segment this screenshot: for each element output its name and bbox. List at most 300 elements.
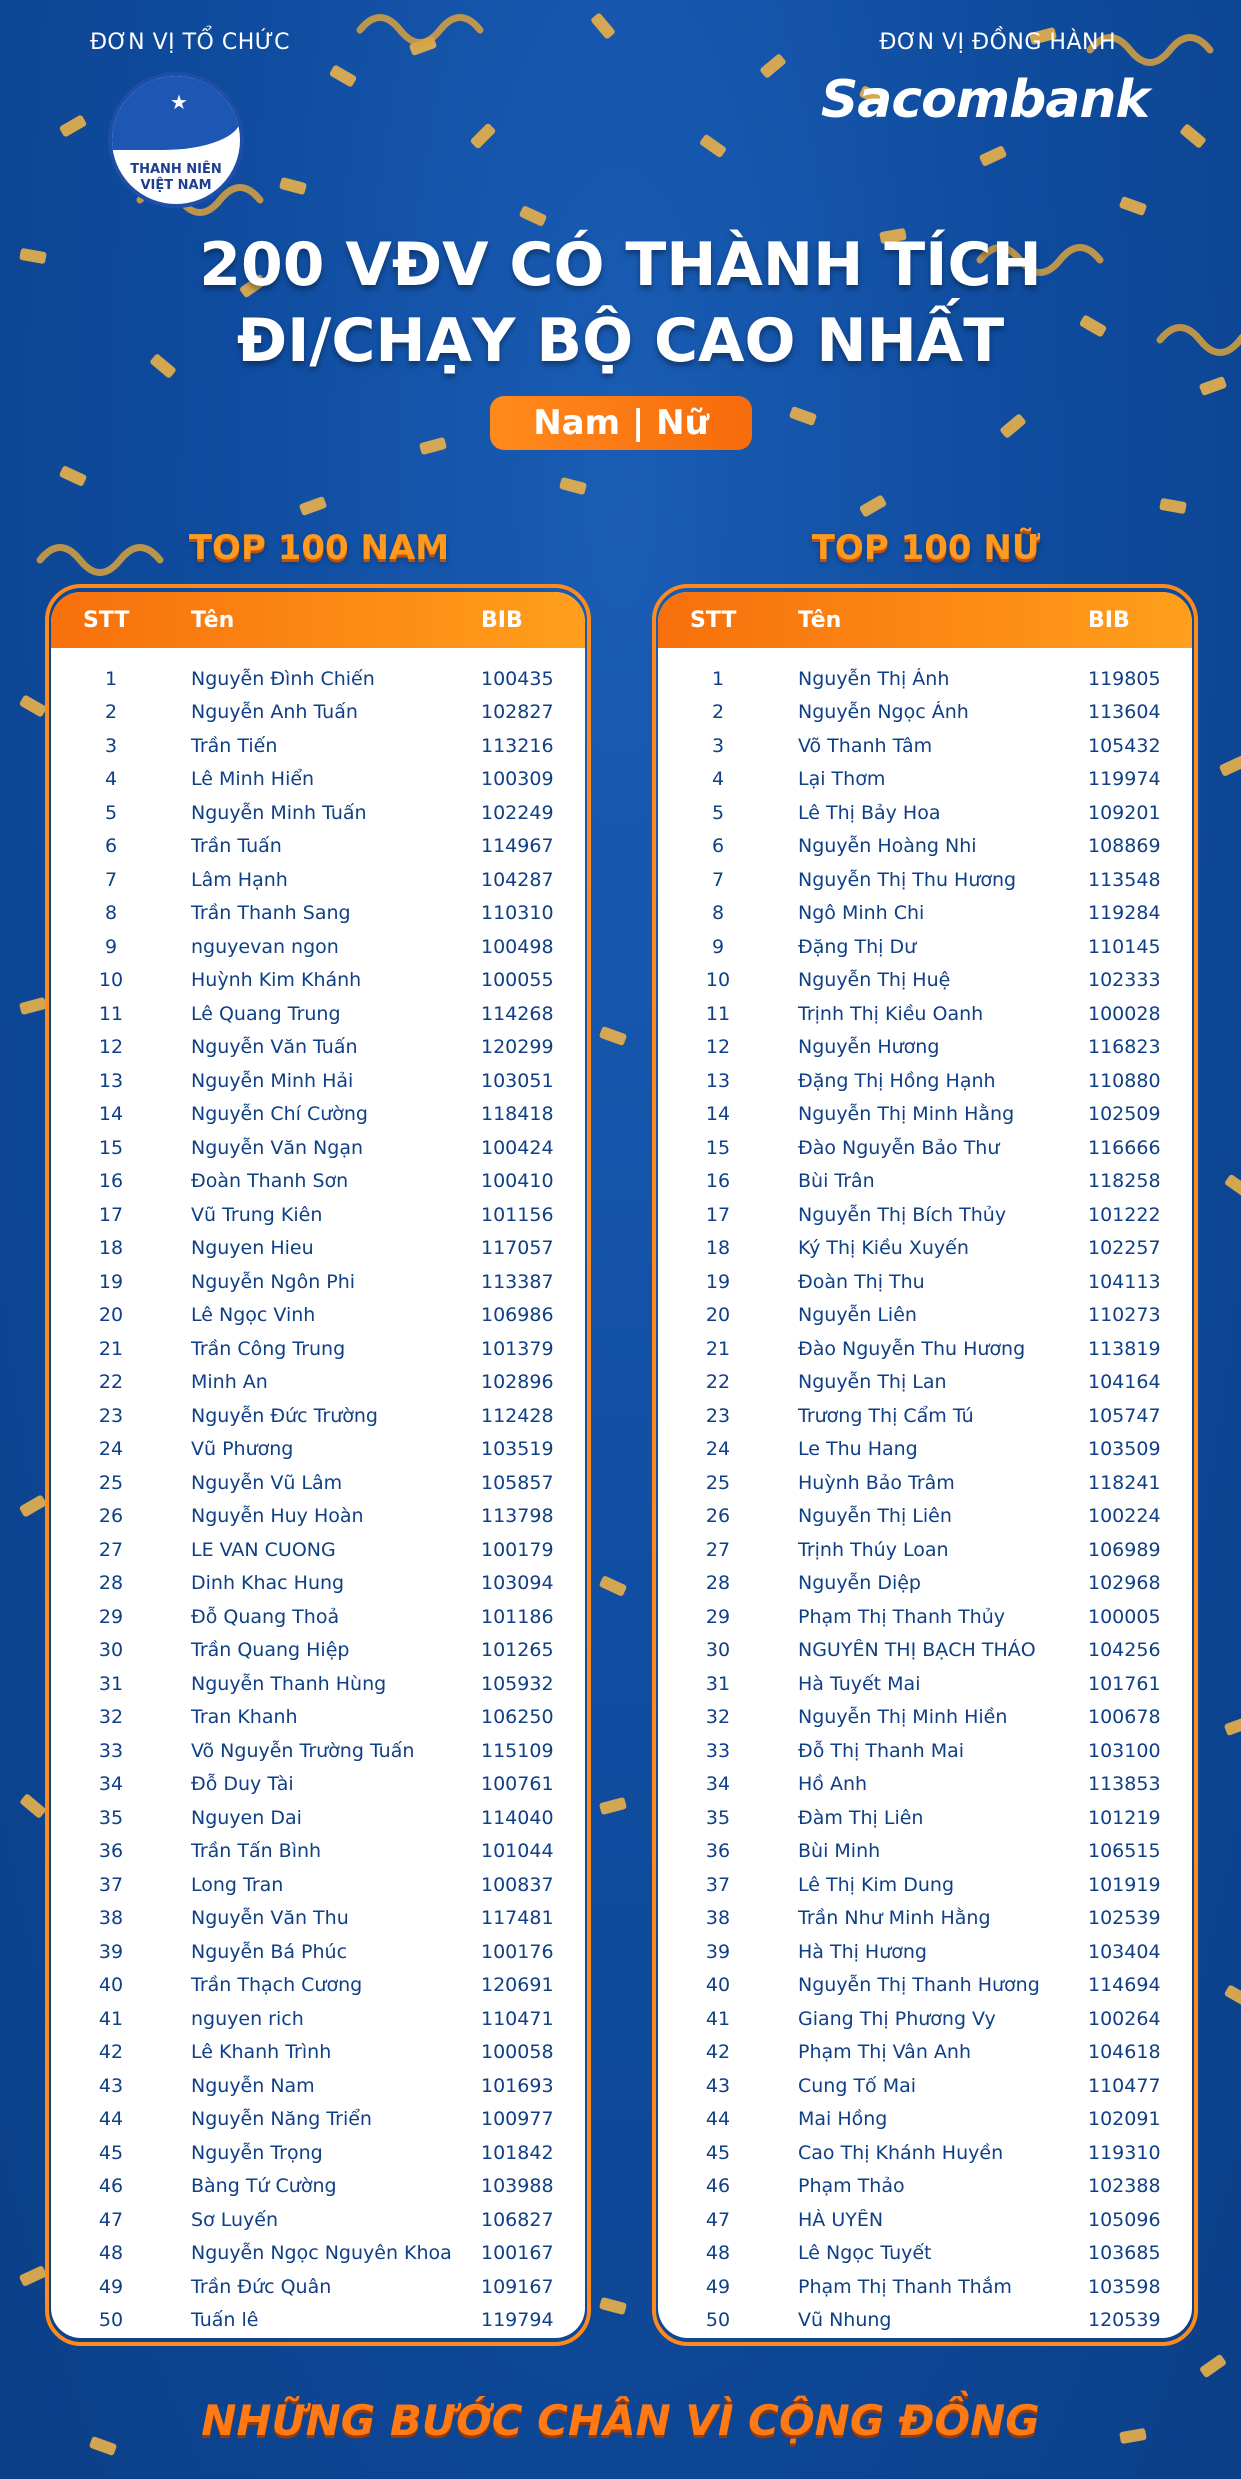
row-bib: 106827 [481,2208,554,2231]
row-stt: 33 [98,1739,124,1762]
table-row [658,1801,1192,1835]
row-bib: 103404 [1088,1940,1161,1963]
row-name: Mai Hồng [798,2108,888,2131]
table-row [658,729,1192,763]
row-stt: 7 [104,868,118,891]
row-name: Trịnh Thúy Loan [798,1538,949,1561]
table-header [658,592,1192,648]
table-row [658,997,1192,1031]
row-stt: 31 [98,1672,124,1695]
row-stt: 28 [705,1572,731,1595]
table-row [658,1835,1192,1869]
row-stt: 31 [705,1672,731,1695]
row-bib: 106515 [1088,1840,1161,1863]
row-bib: 103988 [481,2175,554,2198]
row-bib: 101222 [1088,1203,1161,1226]
row-bib: 101842 [481,2141,554,2164]
row-name: Trần Công Trung [191,1337,346,1360]
table-row [51,1466,585,1500]
row-stt: 21 [98,1337,124,1360]
header-name: Tên [798,607,842,633]
table-row [658,2103,1192,2137]
row-stt: 46 [705,2175,731,2198]
table-row [51,1165,585,1199]
star-icon: ★ [170,92,188,114]
table-row [51,696,585,730]
row-name: Nguyễn Minh Tuấn [191,801,367,824]
row-name: Trần Tuấn [191,835,282,858]
row-stt: 7 [711,868,725,891]
row-name: Bùi Trân [798,1170,875,1193]
row-stt: 3 [104,734,118,757]
table-row [658,2069,1192,2103]
row-bib: 113819 [1088,1337,1161,1360]
row-name: Trần Quang Hiệp [191,1639,350,1662]
table-row [51,1969,585,2003]
row-bib: 109167 [481,2275,554,2298]
row-stt: 25 [705,1471,731,1494]
table-row [658,1064,1192,1098]
row-stt: 8 [711,902,725,925]
row-name: Trần Tấn Bình [191,1840,322,1863]
table-row [658,1634,1192,1668]
row-bib: 100678 [1088,1706,1161,1729]
row-bib: 106986 [481,1304,554,1327]
row-stt: 33 [705,1739,731,1762]
row-name: Nguyễn Văn Thu [191,1907,349,1930]
row-stt: 16 [98,1170,124,1193]
row-name: Hà Thị Hương [798,1940,927,1963]
row-stt: 4 [711,768,725,791]
table-row [658,2270,1192,2304]
table-row [658,763,1192,797]
table-row [51,2170,585,2204]
row-name: Đoàn Thanh Sơn [191,1170,349,1193]
men-ranking-table [51,592,585,2338]
row-bib: 100224 [1088,1505,1161,1528]
row-name: Nguyễn Văn Tuấn [191,1036,358,1059]
row-stt: 14 [98,1103,124,1126]
table-row [658,1734,1192,1768]
row-name: Ngô Minh Chi [798,902,925,925]
row-name: Đỗ Duy Tài [191,1773,294,1796]
table-row [51,997,585,1031]
row-name: Nguyễn Hoàng Nhi [798,835,977,858]
table-row [658,2203,1192,2237]
table-row [658,1031,1192,1065]
row-bib: 105747 [1088,1404,1161,1427]
row-stt: 38 [705,1907,731,1930]
row-stt: 47 [705,2208,731,2231]
organizer-label: ĐƠN VỊ TỔ CHỨC [90,30,291,55]
row-name: Vũ Nhung [798,2309,892,2332]
row-stt: 2 [711,701,725,724]
row-stt: 27 [705,1538,731,1561]
table-row [658,1969,1192,2003]
page-title-line2: ĐI/CHẠY BỘ CAO NHẤT [236,306,1005,376]
table-row [658,1433,1192,1467]
table-row [658,662,1192,696]
row-stt: 17 [705,1203,731,1226]
header-stt: STT [83,607,130,633]
row-name: Tuấn lê [191,2309,259,2332]
row-stt: 21 [705,1337,731,1360]
row-bib: 117481 [481,1907,554,1930]
table-row [51,763,585,797]
table-row [51,1500,585,1534]
table-row [658,1098,1192,1132]
table-row [51,1868,585,1902]
row-name: Bùi Minh [798,1840,881,1863]
row-bib: 104287 [481,868,554,891]
row-name: Nguyễn Diệp [798,1572,921,1595]
row-bib: 100435 [481,667,554,690]
row-bib: 105932 [481,1672,554,1695]
row-bib: 120299 [481,1036,554,1059]
row-bib: 102388 [1088,2175,1161,2198]
row-bib: 114967 [481,835,554,858]
header-name: Tên [191,607,235,633]
row-bib: 104256 [1088,1639,1161,1662]
row-name: Đỗ Thị Thanh Mai [798,1739,965,1762]
row-stt: 12 [705,1036,731,1059]
partner-label: ĐƠN VỊ ĐỒNG HÀNH [879,30,1116,55]
row-bib: 100498 [481,935,554,958]
row-bib: 116666 [1088,1136,1161,1159]
table-row [658,1299,1192,1333]
row-stt: 38 [98,1907,124,1930]
row-name: Võ Nguyễn Trường Tuấn [191,1739,415,1762]
row-stt: 25 [98,1471,124,1494]
row-name: Hà Tuyết Mai [798,1672,921,1695]
row-name: Nguyễn Văn Ngạn [191,1136,364,1159]
row-name: Lại Thơm [798,768,886,791]
row-stt: 32 [98,1706,124,1729]
row-bib: 100028 [1088,1002,1161,1025]
row-stt: 37 [98,1873,124,1896]
row-name: Nguyễn Thị Huệ [798,969,951,992]
table-row [658,1667,1192,1701]
row-bib: 102539 [1088,1907,1161,1930]
row-stt: 24 [705,1438,731,1461]
table-row [51,2237,585,2271]
table-row [658,897,1192,931]
table-row [51,1734,585,1768]
table-row [658,1500,1192,1534]
row-name: Phạm Thị Thanh Thắm [798,2275,1012,2298]
row-name: Trần Đức Quân [191,2275,332,2298]
row-stt: 50 [98,2309,124,2332]
table-row [51,2103,585,2137]
table-row [658,1935,1192,1969]
table-row [51,796,585,830]
row-bib: 117057 [481,1237,554,1260]
row-bib: 100761 [481,1773,554,1796]
row-bib: 100179 [481,1538,554,1561]
table-row [51,1935,585,1969]
row-name: Nguyễn Bá Phúc [191,1940,348,1963]
row-stt: 37 [705,1873,731,1896]
table-row [658,2136,1192,2170]
table-row [51,1399,585,1433]
table-row [51,1634,585,1668]
table-row [51,1667,585,1701]
row-stt: 40 [98,1974,124,1997]
row-bib: 113853 [1088,1773,1161,1796]
row-bib: 115109 [481,1739,554,1762]
logo-text-line2: VIỆT NAM [140,178,212,193]
row-name: Nguyễn Năng Triển [191,2108,372,2131]
table-row [658,2002,1192,2036]
row-name: Cung Tố Mai [798,2074,917,2097]
row-bib: 100167 [481,2242,554,2265]
table-row [658,1265,1192,1299]
row-bib: 119284 [1088,902,1161,925]
row-name: Ký Thị Kiều Xuyến [798,1237,969,1260]
row-stt: 44 [98,2108,124,2131]
row-bib: 110273 [1088,1304,1161,1327]
table-row [658,830,1192,864]
row-bib: 100058 [481,2041,554,2064]
row-name: Nguyễn Trọng [191,2141,323,2164]
row-stt: 43 [98,2074,124,2097]
row-stt: 29 [705,1605,731,1628]
table-row [51,2036,585,2070]
row-bib: 100424 [481,1136,554,1159]
row-bib: 101693 [481,2074,554,2097]
table-row [51,2136,585,2170]
row-bib: 110477 [1088,2074,1161,2097]
table-row [51,1265,585,1299]
table-row [658,2304,1192,2338]
row-name: Đỗ Quang Thoả [191,1605,340,1628]
row-stt: 1 [104,667,118,690]
row-name: Đào Nguyễn Thu Hương [798,1337,1026,1360]
sacombank-logo: Sacombank [820,70,1149,130]
row-name: Nguyễn Thị Lan [798,1371,947,1394]
row-name: Nguyễn Nam [191,2074,315,2097]
row-name: Tran Khanh [191,1706,298,1729]
row-name: Nguyễn Đình Chiến [191,667,375,690]
thanh-nien-viet-nam-logo [108,72,244,208]
row-name: Lâm Hạnh [191,868,288,891]
row-bib: 103051 [481,1069,554,1092]
table-row [658,1600,1192,1634]
row-stt: 12 [98,1036,124,1059]
row-bib: 101919 [1088,1873,1161,1896]
row-name: Huỳnh Bảo Trâm [798,1471,955,1494]
table-row [51,897,585,931]
table-row [51,964,585,998]
row-bib: 100977 [481,2108,554,2131]
row-name: Lê Khanh Trình [191,2041,332,2064]
table-row [51,1533,585,1567]
table-row [658,930,1192,964]
row-stt: 48 [705,2242,731,2265]
women-section-title: TOP 100 NỮ [811,528,1041,568]
row-stt: 1 [711,667,725,690]
row-name: Nguyễn Hương [798,1036,940,1059]
row-bib: 104618 [1088,2041,1161,2064]
row-name: Nguyễn Ngôn Phi [191,1270,356,1293]
row-name: Lê Quang Trung [191,1002,341,1025]
row-name: Nguyễn Thị Minh Hiền [798,1706,1008,1729]
table-row [51,1835,585,1869]
page-title-line1: 200 VĐV CÓ THÀNH TÍCH [199,230,1042,300]
row-bib: 118241 [1088,1471,1161,1494]
table-row [51,1064,585,1098]
row-bib: 113798 [481,1505,554,1528]
table-row [51,1567,585,1601]
women-table-body [658,648,1192,2337]
table-row [658,1332,1192,1366]
row-bib: 119974 [1088,768,1161,791]
row-stt: 26 [705,1505,731,1528]
row-bib: 100055 [481,969,554,992]
row-name: LE VAN CUONG [191,1538,336,1561]
row-bib: 114694 [1088,1974,1161,1997]
row-bib: 101265 [481,1639,554,1662]
row-stt: 32 [705,1706,731,1729]
row-stt: 19 [705,1270,731,1293]
table-row [658,1567,1192,1601]
row-name: Nguyễn Thị Bích Thủy [798,1203,1007,1226]
header-stt: STT [690,607,737,633]
row-bib: 110471 [481,2007,554,2030]
table-row [658,1768,1192,1802]
row-name: Vũ Phương [191,1438,294,1461]
row-name: Nguyễn Thị Thanh Hương [798,1974,1040,1997]
row-stt: 9 [104,935,118,958]
row-stt: 10 [705,969,731,992]
row-stt: 11 [98,1002,124,1025]
table-row [658,1902,1192,1936]
row-bib: 120691 [481,1974,554,1997]
row-name: Vũ Trung Kiên [191,1203,323,1226]
row-stt: 42 [705,2041,731,2064]
row-stt: 5 [711,801,725,824]
row-stt: 16 [705,1170,731,1193]
row-name: Nguyễn Thị Ánh [798,667,950,690]
row-name: Nguyễn Thị Thu Hương [798,868,1017,891]
row-stt: 13 [705,1069,731,1092]
row-stt: 27 [98,1538,124,1561]
table-row [658,1701,1192,1735]
row-stt: 41 [705,2007,731,2030]
row-name: Trương Thị Cẩm Tú [798,1404,974,1427]
row-name: Nguyễn Anh Tuấn [191,701,358,724]
row-bib: 100837 [481,1873,554,1896]
row-stt: 41 [98,2007,124,2030]
row-bib: 102249 [481,801,554,824]
row-bib: 114040 [481,1806,554,1829]
row-bib: 103519 [481,1438,554,1461]
row-stt: 28 [98,1572,124,1595]
row-bib: 106989 [1088,1538,1161,1561]
row-bib: 101219 [1088,1806,1161,1829]
row-stt: 50 [705,2309,731,2332]
table-row [51,662,585,696]
row-stt: 10 [98,969,124,992]
row-name: Lê Thị Kim Dung [798,1873,955,1896]
row-stt: 22 [705,1371,731,1394]
row-name: Long Tran [191,1873,284,1896]
men-section-title: TOP 100 NAM [188,528,450,568]
row-name: Cao Thị Khánh Huyền [798,2141,1004,2164]
row-stt: 6 [711,835,725,858]
row-name: Phạm Thị Vân Anh [798,2041,971,2064]
row-name: Nguyễn Thanh Hùng [191,1672,387,1695]
table-row [51,930,585,964]
row-name: Phạm Thảo [798,2175,905,2198]
row-name: Nguyễn Vũ Lâm [191,1471,343,1494]
table-row [658,696,1192,730]
row-stt: 45 [98,2141,124,2164]
table-row [658,1533,1192,1567]
row-name: Trịnh Thị Kiều Oanh [798,1002,984,1025]
row-stt: 6 [104,835,118,858]
table-row [658,1366,1192,1400]
row-bib: 119310 [1088,2141,1161,2164]
women-ranking-table [658,592,1192,2338]
row-bib: 102509 [1088,1103,1161,1126]
row-name: Trần Như Minh Hằng [798,1907,991,1930]
row-bib: 102333 [1088,969,1161,992]
row-bib: 101379 [481,1337,554,1360]
row-stt: 26 [98,1505,124,1528]
row-stt: 9 [711,935,725,958]
row-bib: 100005 [1088,1605,1161,1628]
row-name: Đàm Thị Liên [798,1806,924,1829]
men-table-body [51,648,585,2337]
table-row [51,830,585,864]
row-stt: 11 [705,1002,731,1025]
row-name: Đặng Thị Hồng Hạnh [798,1069,996,1092]
row-stt: 47 [98,2208,124,2231]
table-row [51,1433,585,1467]
row-name: Nguyễn Đức Trường [191,1404,378,1427]
row-stt: 18 [705,1237,731,1260]
row-name: Nguyễn Chí Cường [191,1103,368,1126]
row-stt: 35 [705,1806,731,1829]
row-stt: 8 [104,902,118,925]
row-name: nguyevan ngon [191,935,339,958]
row-name: Giang Thị Phương Vy [798,2007,996,2030]
row-stt: 22 [98,1371,124,1394]
row-bib: 102257 [1088,1237,1161,1260]
row-name: Trần Thanh Sang [191,902,351,925]
row-bib: 105096 [1088,2208,1161,2231]
row-bib: 116823 [1088,1036,1161,1059]
row-stt: 30 [705,1639,731,1662]
row-name: Đặng Thị Dư [798,935,917,958]
row-stt: 45 [705,2141,731,2164]
row-name: NGUYỄN THỊ BẠCH THẢO [798,1639,1036,1662]
row-stt: 5 [104,801,118,824]
row-stt: 29 [98,1605,124,1628]
table-row [51,729,585,763]
row-stt: 34 [98,1773,124,1796]
row-bib: 103598 [1088,2275,1161,2298]
row-stt: 42 [98,2041,124,2064]
row-name: Võ Thanh Tâm [798,734,933,757]
table-row [51,1198,585,1232]
row-bib: 100309 [481,768,554,791]
row-stt: 23 [705,1404,731,1427]
row-name: Bàng Tứ Cường [191,2175,337,2198]
row-bib: 104113 [1088,1270,1161,1293]
table-row [658,964,1192,998]
